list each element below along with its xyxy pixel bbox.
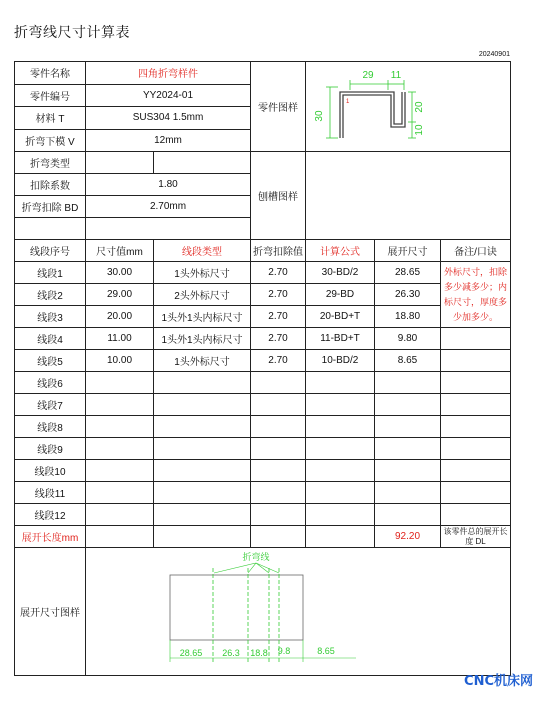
material-label: 材料 T	[15, 107, 86, 130]
seg-no: 线段5	[15, 350, 86, 372]
seg-no: 线段2	[15, 284, 86, 306]
seg-bd: 2.70	[251, 350, 306, 372]
seg-bd	[251, 394, 306, 416]
dim-10: 10	[414, 124, 425, 136]
dim-11: 11	[390, 70, 402, 81]
seg-unfold: 9.80	[375, 328, 441, 350]
seg-unfold	[375, 482, 441, 504]
seg-type	[154, 460, 251, 482]
date-label: 20240901	[478, 51, 510, 58]
segment-row	[15, 328, 511, 350]
seg-type: 2头外标尺寸	[154, 284, 251, 306]
seg-bd: 2.70	[251, 262, 306, 284]
seg-bd	[251, 416, 306, 438]
seg-bd	[251, 438, 306, 460]
seg-remark	[441, 416, 511, 438]
seg-size	[86, 438, 154, 460]
seg-formula: 11-BD+T	[306, 328, 375, 350]
blank-cell	[306, 526, 375, 548]
unfold-dim-4: 9.8	[277, 646, 291, 656]
seg-unfold: 8.65	[375, 350, 441, 372]
material-value: SUS304 1.5mm	[86, 107, 251, 130]
seg-type: 1头外1头内标尺寸	[154, 306, 251, 328]
part-drawing-label: 零件图样	[251, 62, 306, 152]
part-no-value: YY2024-01	[86, 84, 251, 107]
total-label: 展开长度mm	[15, 526, 86, 548]
segment-row	[15, 284, 511, 306]
segment-row	[15, 350, 511, 372]
bend-type-label: 折弯类型	[15, 152, 86, 174]
total-note: 该零件总的展开长度 DL	[441, 526, 511, 548]
unfold-drawing-label: 展开尺寸图样	[15, 548, 86, 676]
watermark-logo: CNC机床网	[464, 674, 533, 689]
bd-label: 折弯扣除 BD	[15, 196, 86, 218]
unfold-dim-3: 18.8	[250, 648, 268, 658]
segment-row	[15, 306, 511, 328]
unfold-dim-5: 8.65	[317, 646, 335, 656]
seg-type	[154, 438, 251, 460]
header-unfold: 展开尺寸	[375, 240, 441, 262]
seg-type	[154, 504, 251, 526]
unfold-dim-1: 28.65	[179, 648, 203, 658]
seg-bd	[251, 504, 306, 526]
bd-value: 2.70mm	[86, 196, 251, 218]
seg-type	[154, 372, 251, 394]
flat-blank	[170, 575, 303, 640]
header-formula: 计算公式	[306, 240, 375, 262]
seg-formula	[306, 394, 375, 416]
part-drawing-cell	[306, 62, 511, 152]
seg-unfold	[375, 416, 441, 438]
seg-no: 线段10	[15, 460, 86, 482]
total-value: 92.20	[375, 526, 441, 548]
seg-no: 线段7	[15, 394, 86, 416]
seg-remark	[441, 350, 511, 372]
header-bd: 折弯扣除值	[251, 240, 306, 262]
seg-remark	[441, 328, 511, 350]
seg-type: 1头外标尺寸	[154, 350, 251, 372]
segment-row	[15, 482, 511, 504]
segment-row	[15, 504, 511, 526]
seg-type	[154, 482, 251, 504]
blank-cell	[86, 526, 154, 548]
segment-row	[15, 416, 511, 438]
seg-remark	[441, 460, 511, 482]
dim-20: 20	[414, 101, 425, 113]
seg-formula: 29-BD	[306, 284, 375, 306]
seg-bd	[251, 482, 306, 504]
seg-unfold	[375, 438, 441, 460]
segment-row	[15, 262, 511, 284]
seg-no: 线段8	[15, 416, 86, 438]
seg-unfold	[375, 372, 441, 394]
seg-unfold	[375, 460, 441, 482]
seg-size: 29.00	[86, 284, 154, 306]
seg-formula	[306, 372, 375, 394]
header-size: 尺寸值mm	[86, 240, 154, 262]
seg-size: 30.00	[86, 262, 154, 284]
seg-size	[86, 482, 154, 504]
blank-cell	[86, 218, 251, 240]
unfold-dim-2: 26.3	[222, 648, 240, 658]
seg-no: 线段9	[15, 438, 86, 460]
page-title: 折弯线尺寸计算表	[14, 24, 130, 40]
seg-remark	[441, 372, 511, 394]
seg-formula	[306, 438, 375, 460]
dim-29: 29	[362, 70, 374, 81]
die-label: 折弯下模 V	[15, 129, 86, 152]
segment-row	[15, 394, 511, 416]
seg-size: 10.00	[86, 350, 154, 372]
calc-table	[14, 61, 511, 676]
slot-drawing-label: 刨槽图样	[251, 152, 306, 240]
segment-row	[15, 460, 511, 482]
seg-bd: 2.70	[251, 328, 306, 350]
blank-cell	[154, 526, 251, 548]
corner-mark: 1	[346, 99, 350, 105]
unfold-drawing-cell	[86, 548, 511, 676]
seg-formula: 10-BD/2	[306, 350, 375, 372]
blank-cell	[251, 526, 306, 548]
blank-cell	[15, 218, 86, 240]
slot-drawing-cell	[306, 152, 511, 240]
segment-row	[15, 372, 511, 394]
seg-bd	[251, 460, 306, 482]
unfold-drawing	[86, 548, 510, 672]
seg-size	[86, 460, 154, 482]
header-no: 线段序号	[15, 240, 86, 262]
seg-no: 线段1	[15, 262, 86, 284]
deduction-coef-value: 1.80	[86, 174, 251, 196]
seg-type: 1头外标尺寸	[154, 262, 251, 284]
seg-bd	[251, 372, 306, 394]
seg-remark	[441, 482, 511, 504]
seg-size	[86, 416, 154, 438]
part-no-label: 零件编号	[15, 84, 86, 107]
header-note: 备注/口诀	[441, 240, 511, 262]
seg-unfold	[375, 504, 441, 526]
seg-type	[154, 416, 251, 438]
seg-no: 线段12	[15, 504, 86, 526]
die-value: 12mm	[86, 129, 251, 152]
seg-bd: 2.70	[251, 306, 306, 328]
seg-size: 11.00	[86, 328, 154, 350]
seg-no: 线段3	[15, 306, 86, 328]
part-drawing	[308, 62, 508, 148]
seg-type: 1头外1头内标尺寸	[154, 328, 251, 350]
seg-remark	[441, 504, 511, 526]
part-name-value: 四角折弯样件	[86, 62, 251, 85]
seg-formula	[306, 504, 375, 526]
seg-remark	[441, 394, 511, 416]
bend-line-label: 折弯线	[242, 552, 270, 562]
seg-formula: 20-BD+T	[306, 306, 375, 328]
part-name-label: 零件名称	[15, 62, 86, 85]
seg-no: 线段4	[15, 328, 86, 350]
seg-unfold	[375, 394, 441, 416]
seg-size	[86, 504, 154, 526]
seg-no: 线段11	[15, 482, 86, 504]
seg-size	[86, 372, 154, 394]
seg-bd: 2.70	[251, 284, 306, 306]
seg-type	[154, 394, 251, 416]
seg-formula: 30-BD/2	[306, 262, 375, 284]
seg-unfold: 26.30	[375, 284, 441, 306]
bend-type-blank	[154, 152, 251, 174]
deduction-coef-label: 扣除系数	[15, 174, 86, 196]
bend-type-value	[86, 152, 154, 174]
seg-unfold: 28.65	[375, 262, 441, 284]
rule-note: 外标尺寸，扣除多少减多少；内标尺寸，厚度多少加多少。	[441, 262, 511, 328]
dim-30: 30	[314, 110, 325, 122]
seg-remark	[441, 438, 511, 460]
seg-no: 线段6	[15, 372, 86, 394]
seg-unfold: 18.80	[375, 306, 441, 328]
seg-formula	[306, 460, 375, 482]
seg-size: 20.00	[86, 306, 154, 328]
seg-formula	[306, 482, 375, 504]
seg-size	[86, 394, 154, 416]
header-type: 线段类型	[154, 240, 251, 262]
segment-row	[15, 438, 511, 460]
seg-formula	[306, 416, 375, 438]
